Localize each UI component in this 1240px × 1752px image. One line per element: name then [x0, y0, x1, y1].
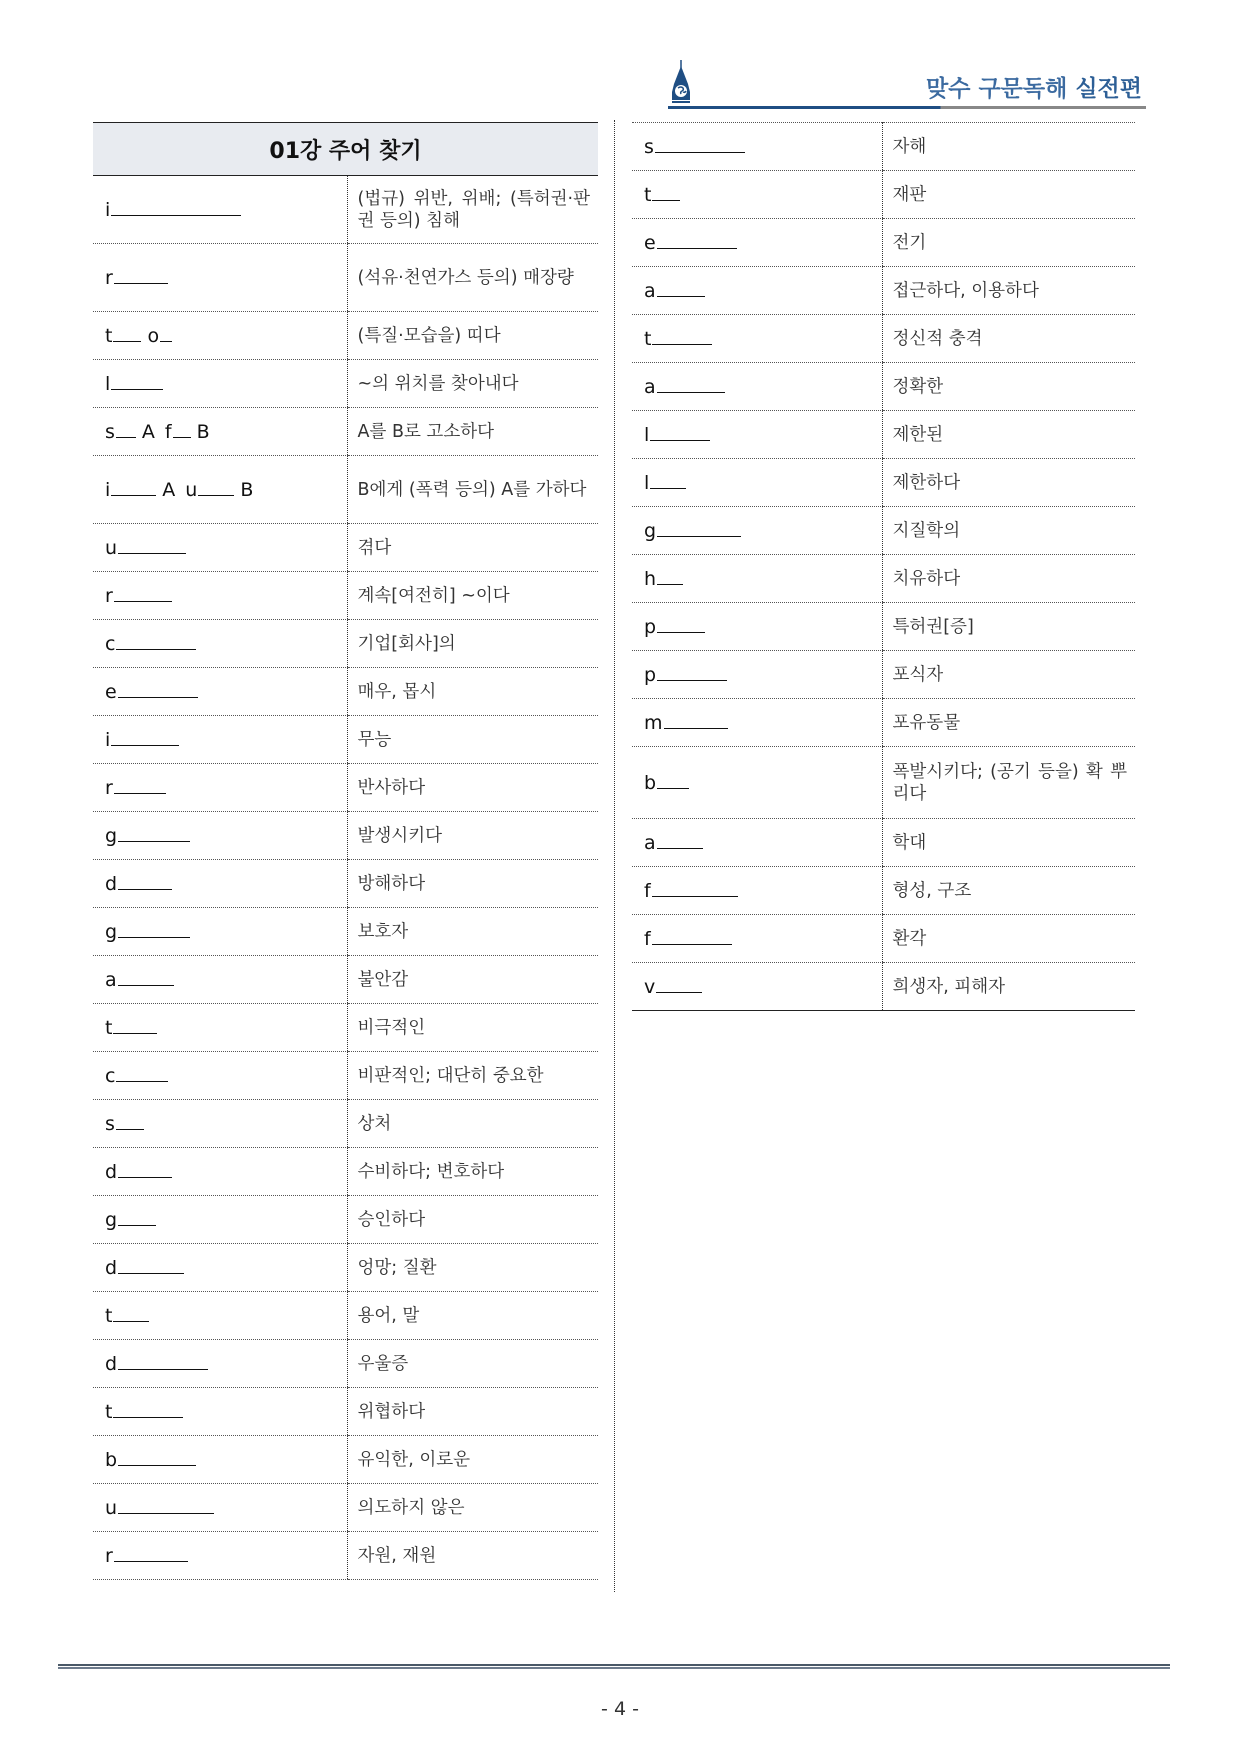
- brand-title-main: 맞수 구문독해: [926, 76, 1068, 102]
- answer-blank: [655, 151, 745, 153]
- vocab-row: [632, 507, 1135, 555]
- term-letter: i: [105, 728, 111, 751]
- term-letter: t: [105, 1016, 113, 1039]
- answer-blank: [114, 600, 172, 602]
- term-letter: A: [141, 420, 155, 443]
- meaning-cell: 전기: [882, 219, 1135, 267]
- term-letter: d: [105, 872, 118, 895]
- term-cell: [632, 411, 882, 459]
- answer-blank: [657, 295, 705, 297]
- answer-blank: [657, 391, 725, 393]
- vocab-row: [632, 963, 1135, 1011]
- vocab-row: [93, 1196, 598, 1244]
- vocab-row: [93, 524, 598, 572]
- vocab-row: [632, 123, 1135, 171]
- term-cell: [632, 219, 882, 267]
- meaning-cell: 제한된: [882, 411, 1135, 459]
- term-letter: s: [105, 420, 115, 443]
- term-letter: A: [162, 478, 176, 501]
- term-letter: d: [105, 1352, 118, 1375]
- term-cell: [93, 408, 347, 456]
- vocab-row: [632, 819, 1135, 867]
- answer-blank: [118, 936, 190, 938]
- answer-blank: [657, 247, 737, 249]
- meaning-cell: 발생시키다: [347, 812, 598, 860]
- meaning-cell: 반사하다: [347, 764, 598, 812]
- term-cell: [93, 1100, 347, 1148]
- term-cell: [632, 171, 882, 219]
- vocab-row: [632, 699, 1135, 747]
- answer-blank: [116, 648, 196, 650]
- meaning-cell: 접근하다, 이용하다: [882, 267, 1135, 315]
- answer-blank: [113, 1032, 157, 1034]
- answer-blank: [113, 1320, 149, 1322]
- term-cell: [632, 459, 882, 507]
- meaning-cell: B에게 (폭력 등의) A를 가하다: [347, 456, 598, 524]
- term-letter: b: [105, 1448, 118, 1471]
- term-cell: [93, 1436, 347, 1484]
- answer-blank: [111, 744, 179, 746]
- vocab-row: [93, 1052, 598, 1100]
- term-letter: u: [105, 536, 118, 559]
- vocab-row: [632, 603, 1135, 651]
- term-cell: [93, 1388, 347, 1436]
- answer-blank: [118, 1272, 184, 1274]
- meaning-cell: 상처: [347, 1100, 598, 1148]
- answer-blank: [664, 727, 728, 729]
- term-letter: o: [147, 324, 160, 347]
- term-cell: [93, 908, 347, 956]
- term-cell: [93, 860, 347, 908]
- vocab-row: [632, 363, 1135, 411]
- meaning-cell: A를 B로 고소하다: [347, 408, 598, 456]
- answer-blank: [652, 943, 732, 945]
- meaning-cell: 정신적 충격: [882, 315, 1135, 363]
- term-letter: f: [644, 879, 651, 902]
- answer-blank: [118, 1368, 208, 1370]
- term-letter: B: [196, 420, 210, 443]
- vocab-row: [93, 1244, 598, 1292]
- meaning-cell: 자해: [882, 123, 1135, 171]
- answer-blank: [116, 1128, 144, 1130]
- vocab-row: [632, 747, 1135, 819]
- term-letter: t: [105, 1304, 113, 1327]
- term-cell: [632, 651, 882, 699]
- answer-blank: [116, 1080, 168, 1082]
- term-letter: a: [644, 831, 656, 854]
- answer-blank: [114, 1560, 188, 1562]
- term-letter: t: [105, 324, 113, 347]
- vocab-row: [93, 956, 598, 1004]
- meaning-cell: 제한하다: [882, 459, 1135, 507]
- term-letter: i: [105, 198, 111, 221]
- term-letter: t: [105, 1400, 113, 1423]
- meaning-cell: 방해하다: [347, 860, 598, 908]
- vocab-row: [93, 244, 598, 312]
- column-divider: [614, 120, 615, 1592]
- term-letter: h: [644, 567, 657, 590]
- answer-blank: [657, 535, 741, 537]
- meaning-cell: 포식자: [882, 651, 1135, 699]
- brand-title: [926, 70, 1142, 103]
- meaning-cell: 겪다: [347, 524, 598, 572]
- term-letter: r: [105, 776, 113, 799]
- term-letter: c: [105, 1064, 116, 1087]
- vocab-row: [93, 812, 598, 860]
- term-cell: [632, 819, 882, 867]
- answer-blank: [657, 631, 705, 633]
- meaning-cell: 비극적인: [347, 1004, 598, 1052]
- section-title: 01강 주어 찾기: [93, 123, 598, 176]
- term-cell: [632, 267, 882, 315]
- term-cell: [93, 956, 347, 1004]
- answer-blank: [118, 984, 174, 986]
- term-letter: d: [105, 1160, 118, 1183]
- vocab-row: [93, 860, 598, 908]
- term-cell: [93, 668, 347, 716]
- vocab-row: [93, 408, 598, 456]
- meaning-cell: 재판: [882, 171, 1135, 219]
- meaning-cell: 수비하다; 변호하다: [347, 1148, 598, 1196]
- term-letter: f: [644, 927, 651, 950]
- vocab-row: [93, 1100, 598, 1148]
- term-cell: [93, 456, 347, 524]
- page-header: [668, 58, 1146, 110]
- term-letter: g: [644, 519, 657, 542]
- term-letter: f: [164, 420, 172, 443]
- vocab-row: [93, 1340, 598, 1388]
- term-letter: r: [105, 1544, 113, 1567]
- term-cell: [93, 1004, 347, 1052]
- answer-blank: [118, 888, 172, 890]
- vocab-row: [632, 219, 1135, 267]
- term-letter: g: [105, 1208, 118, 1231]
- meaning-cell: 비판적인; 대단히 중요한: [347, 1052, 598, 1100]
- footer-rule: [58, 1664, 1170, 1669]
- header-rule: [668, 106, 1146, 109]
- answer-blank: [118, 1224, 156, 1226]
- meaning-cell: 승인하다: [347, 1196, 598, 1244]
- vocab-row: [632, 555, 1135, 603]
- term-cell: [632, 507, 882, 555]
- meaning-cell: 불안감: [347, 956, 598, 1004]
- term-letter: t: [644, 183, 652, 206]
- meaning-cell: 치유하다: [882, 555, 1135, 603]
- term-letter: a: [644, 375, 656, 398]
- term-cell: [632, 603, 882, 651]
- meaning-cell: 보호자: [347, 908, 598, 956]
- meaning-cell: 무능: [347, 716, 598, 764]
- meaning-cell: 정확한: [882, 363, 1135, 411]
- vocab-row: [93, 908, 598, 956]
- term-cell: [93, 176, 347, 244]
- term-cell: [93, 360, 347, 408]
- vocab-row: [632, 651, 1135, 699]
- vocab-row: [93, 1484, 598, 1532]
- answer-blank: [118, 1176, 172, 1178]
- meaning-cell: 계속[여전히] ~이다: [347, 572, 598, 620]
- term-cell: [93, 620, 347, 668]
- term-letter: s: [105, 1112, 115, 1135]
- term-cell: [93, 764, 347, 812]
- term-cell: [93, 1148, 347, 1196]
- vocab-row: [93, 716, 598, 764]
- term-cell: [632, 915, 882, 963]
- vocab-row: [632, 267, 1135, 315]
- meaning-cell: 자원, 재원: [347, 1532, 598, 1580]
- vocab-row: [632, 315, 1135, 363]
- term-letter: d: [105, 1256, 118, 1279]
- term-cell: [93, 1244, 347, 1292]
- meaning-cell: 위협하다: [347, 1388, 598, 1436]
- vocab-row: [93, 668, 598, 716]
- term-letter: e: [105, 680, 117, 703]
- vocab-row: [93, 360, 598, 408]
- term-cell: [632, 699, 882, 747]
- vocab-row: [93, 1148, 598, 1196]
- brand-title-sub: 실전편: [1075, 76, 1142, 102]
- meaning-cell: 용어, 말: [347, 1292, 598, 1340]
- term-cell: [93, 812, 347, 860]
- vocab-row: [93, 1436, 598, 1484]
- answer-blank: [118, 696, 198, 698]
- meaning-cell: 폭발시키다; (공기 등을) 확 뿌리다: [882, 747, 1135, 819]
- vocab-rows-right: [632, 123, 1135, 1011]
- answer-blank: [118, 552, 186, 554]
- answer-blank: [652, 895, 738, 897]
- term-cell: [93, 1196, 347, 1244]
- vocab-row: [93, 312, 598, 360]
- answer-blank: [652, 343, 712, 345]
- answer-blank: [114, 282, 168, 284]
- term-cell: [93, 1532, 347, 1580]
- vocab-row: [93, 1532, 598, 1580]
- answer-blank: [118, 1512, 214, 1514]
- vocab-table-left: [93, 122, 598, 1580]
- answer-blank: [173, 436, 191, 438]
- answer-blank: [657, 847, 703, 849]
- meaning-cell: 엉망; 질환: [347, 1244, 598, 1292]
- term-letter: a: [644, 279, 656, 302]
- answer-blank: [111, 494, 156, 496]
- term-cell: [93, 572, 347, 620]
- vocab-row: [632, 171, 1135, 219]
- term-cell: [632, 747, 882, 819]
- term-letter: b: [644, 771, 657, 794]
- term-letter: r: [105, 584, 113, 607]
- meaning-cell: 유익한, 이로운: [347, 1436, 598, 1484]
- term-letter: B: [240, 478, 254, 501]
- vocab-row: [93, 1292, 598, 1340]
- answer-blank: [652, 199, 680, 201]
- answer-blank: [111, 388, 163, 390]
- term-cell: [93, 1052, 347, 1100]
- fountain-pen-globe-icon: [668, 58, 694, 106]
- vocab-rows-left: [93, 176, 598, 1580]
- meaning-cell: 환각: [882, 915, 1135, 963]
- term-letter: p: [644, 663, 657, 686]
- meaning-cell: 기업[회사]의: [347, 620, 598, 668]
- term-cell: [632, 315, 882, 363]
- term-letter: u: [105, 1496, 118, 1519]
- answer-blank: [650, 487, 686, 489]
- term-cell: [93, 716, 347, 764]
- vocab-row: [93, 572, 598, 620]
- vocab-row: [93, 1004, 598, 1052]
- term-cell: [632, 555, 882, 603]
- meaning-cell: (특질·모습을) 띠다: [347, 312, 598, 360]
- answer-blank: [657, 679, 727, 681]
- term-letter: t: [644, 327, 652, 350]
- meaning-cell: 의도하지 않은: [347, 1484, 598, 1532]
- meaning-cell: 형성, 구조: [882, 867, 1135, 915]
- term-letter: l: [644, 471, 650, 494]
- answer-blank: [198, 494, 234, 496]
- term-cell: [632, 963, 882, 1011]
- meaning-cell: (법규) 위반, 위배; (특허권·판권 등의) 침해: [347, 176, 598, 244]
- answer-blank: [118, 1464, 196, 1466]
- meaning-cell: 희생자, 피해자: [882, 963, 1135, 1011]
- answer-blank: [657, 583, 683, 585]
- term-letter: r: [105, 266, 113, 289]
- term-letter: g: [105, 824, 118, 847]
- answer-blank: [160, 340, 172, 342]
- term-letter: l: [105, 372, 111, 395]
- answer-blank: [657, 787, 689, 789]
- term-cell: [93, 312, 347, 360]
- meaning-cell: 특허권[증]: [882, 603, 1135, 651]
- answer-blank: [113, 340, 141, 342]
- term-cell: [93, 524, 347, 572]
- vocab-row: [632, 459, 1135, 507]
- answer-blank: [111, 214, 241, 216]
- vocab-table-right: [632, 122, 1135, 1011]
- meaning-cell: 우울증: [347, 1340, 598, 1388]
- vocab-row: [93, 176, 598, 244]
- vocab-row: [632, 915, 1135, 963]
- vocab-row: [93, 764, 598, 812]
- vocab-row: [632, 411, 1135, 459]
- term-letter: e: [644, 231, 656, 254]
- term-letter: c: [105, 632, 116, 655]
- page-number: - 4 -: [601, 1698, 639, 1720]
- meaning-cell: 지질학의: [882, 507, 1135, 555]
- answer-blank: [118, 840, 190, 842]
- term-letter: l: [644, 423, 650, 446]
- term-letter: s: [644, 135, 654, 158]
- term-cell: [93, 1340, 347, 1388]
- meaning-cell: (석유·천연가스 등의) 매장량: [347, 244, 598, 312]
- answer-blank: [114, 792, 166, 794]
- meaning-cell: 매우, 몹시: [347, 668, 598, 716]
- meaning-cell: 학대: [882, 819, 1135, 867]
- vocab-row: [93, 456, 598, 524]
- answer-blank: [656, 991, 702, 993]
- term-letter: p: [644, 615, 657, 638]
- meaning-cell: 포유동물: [882, 699, 1135, 747]
- answer-blank: [113, 1416, 183, 1418]
- term-letter: m: [644, 711, 663, 734]
- answer-blank: [116, 436, 136, 438]
- answer-blank: [650, 439, 710, 441]
- term-letter: g: [105, 920, 118, 943]
- term-cell: [632, 363, 882, 411]
- vocab-row: [93, 1388, 598, 1436]
- term-cell: [93, 1292, 347, 1340]
- term-letter: i: [105, 478, 111, 501]
- vocab-row: [632, 867, 1135, 915]
- term-cell: [93, 244, 347, 312]
- term-letter: a: [105, 968, 117, 991]
- term-cell: [93, 1484, 347, 1532]
- term-letter: u: [185, 478, 198, 501]
- term-cell: [632, 123, 882, 171]
- term-letter: v: [644, 975, 656, 998]
- term-cell: [632, 867, 882, 915]
- vocab-row: [93, 620, 598, 668]
- meaning-cell: ~의 위치를 찾아내다: [347, 360, 598, 408]
